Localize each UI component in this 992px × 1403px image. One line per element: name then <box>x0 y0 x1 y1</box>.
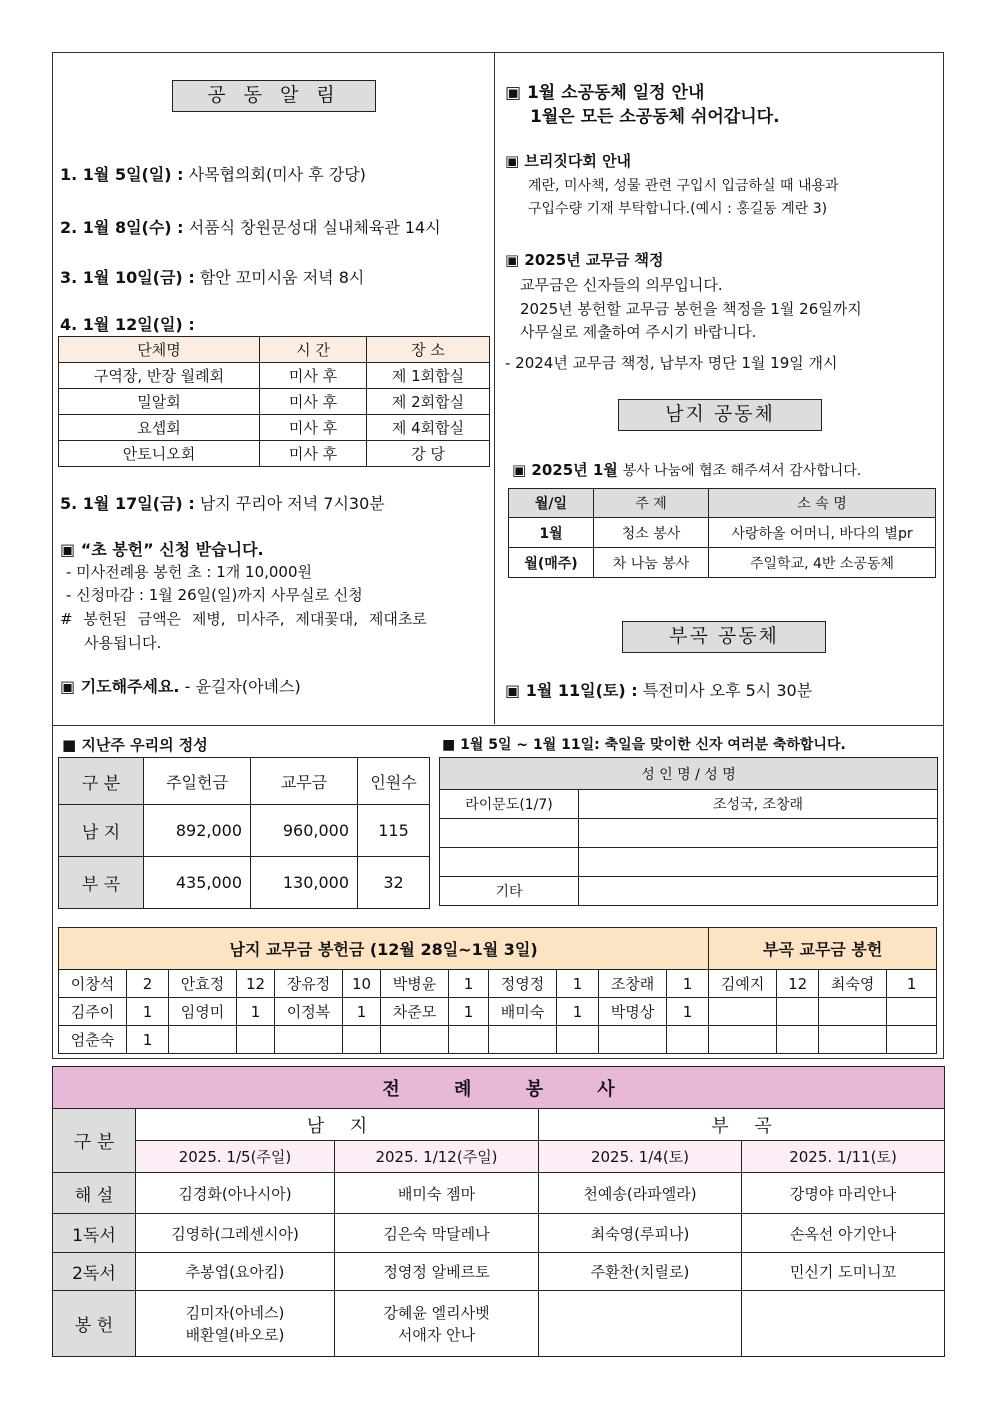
cell: 정영정 알베르토 <box>335 1253 539 1291</box>
thanks-head: ▣ 2025년 1월 <box>512 461 618 479</box>
cell: 추봉엽(요아킴) <box>136 1253 335 1291</box>
cell: 강명야 마리안나 <box>742 1173 945 1214</box>
item-text: 함안 꼬미시움 저녁 8시 <box>199 268 365 287</box>
cell: 김미자(아네스) 배환열(바오로) <box>136 1291 335 1357</box>
donor-name: 최숙영 <box>819 970 887 998</box>
cell: 민신기 도미니꼬 <box>742 1253 945 1291</box>
offering-header: 인원수 <box>358 758 430 805</box>
cell: 안토니오회 <box>59 441 260 467</box>
namji-title: 남지 공동체 <box>618 399 822 431</box>
cell: 435,000 <box>144 857 251 909</box>
feast-table <box>439 757 938 906</box>
donor-name: 배미숙 <box>489 998 557 1026</box>
table-row <box>53 1291 945 1357</box>
meetings-table <box>58 336 490 467</box>
donor-count: 1 <box>557 970 599 998</box>
liturgy-group: 남 지 <box>136 1109 539 1141</box>
cell: 강 당 <box>367 441 490 467</box>
common-item-3 <box>60 265 364 288</box>
liturgy-col-header: 구 분 <box>53 1109 136 1173</box>
donor-count: 1 <box>887 970 937 998</box>
donor-name: 김예지 <box>709 970 777 998</box>
table-row <box>59 363 490 389</box>
table-row <box>53 1214 945 1253</box>
donor-count <box>237 1026 275 1054</box>
offering-header: 교무금 <box>251 758 358 805</box>
donor-count <box>887 998 937 1026</box>
table-row <box>59 389 490 415</box>
bugok-title: 부곡 공동체 <box>622 621 826 653</box>
donor-count: 1 <box>237 998 275 1026</box>
cell <box>579 877 938 906</box>
cell: 130,000 <box>251 857 358 909</box>
common-title: 공 동 알 림 <box>172 80 376 112</box>
candle-line: - 신청마감 : 1월 26일(일)까지 사무실로 신청 <box>66 586 363 604</box>
cell <box>539 1291 742 1357</box>
cell: 구역장, 반장 월례회 <box>59 363 260 389</box>
cell: 미사 후 <box>260 389 367 415</box>
candle-line: - 미사전례용 봉헌 초 : 1개 10,000원 <box>66 563 313 581</box>
table-row <box>440 877 938 906</box>
donor-name: 박병윤 <box>381 970 449 998</box>
cell: 주일학교, 4반 소공동체 <box>709 548 936 578</box>
liturgy-date: 2025. 1/5(주일) <box>136 1141 335 1173</box>
cell: 김경화(아나시아) <box>136 1173 335 1214</box>
cell: 밀알회 <box>59 389 260 415</box>
candle-line: # 봉헌된 금액은 제병, 미사주, 제대꽃대, 제대초로 <box>60 610 427 628</box>
dues-line: 사무실로 제출하여 주시기 바랍니다. <box>520 323 757 341</box>
table-row <box>440 819 938 848</box>
cell <box>440 848 579 877</box>
donor-name: 김주이 <box>59 998 127 1026</box>
cell: 제 1회합실 <box>367 363 490 389</box>
table-row <box>59 970 937 998</box>
meetings-header: 단체명 <box>59 337 260 363</box>
meetings-header: 장 소 <box>367 337 490 363</box>
service-header: 소 속 명 <box>709 489 936 518</box>
liturgy-table <box>52 1066 945 1357</box>
cell: 라이문도(1/7) <box>440 790 579 819</box>
item-head: 4. 1월 12일(일) : <box>60 315 195 334</box>
cell: 32 <box>358 857 430 909</box>
donor-name: 임영미 <box>169 998 237 1026</box>
cell: 손옥선 아기안나 <box>742 1214 945 1253</box>
common-item-4 <box>60 312 195 335</box>
cell: 최숙영(루피나) <box>539 1214 742 1253</box>
item-head: 2. 1월 8일(수) : <box>60 218 184 237</box>
donor-name <box>819 1026 887 1054</box>
bridget-head: ▣ 브리짓다회 안내 <box>505 152 632 170</box>
donor-name: 장유정 <box>275 970 343 998</box>
donors-table <box>58 927 937 1054</box>
candle-head: ▣ “초 봉헌” 신청 받습니다. <box>60 540 264 559</box>
item-text: 남지 꾸리아 저녁 7시30분 <box>199 494 385 513</box>
small-community-text: 1월은 모든 소공동체 쉬어갑니다. <box>530 107 780 127</box>
donor-count <box>887 1026 937 1054</box>
bugok-item <box>505 678 812 701</box>
cell: 1월 <box>509 518 594 548</box>
donor-name: 조창래 <box>599 970 667 998</box>
cell: 김영하(그레센시아) <box>136 1214 335 1253</box>
bugok-head: ▣ 1월 11일(토) : <box>505 681 638 700</box>
donor-count: 1 <box>667 998 709 1026</box>
cell: 남 지 <box>59 805 144 857</box>
donor-count: 1 <box>127 1026 169 1054</box>
cell <box>742 1291 945 1357</box>
common-item-5 <box>60 491 385 514</box>
liturgy-title: 전 례 봉 사 <box>53 1067 945 1109</box>
prayer-text: - 윤길자(아녜스) <box>184 677 301 696</box>
table-row <box>59 441 490 467</box>
cell: 청소 봉사 <box>594 518 709 548</box>
offering-header: 주일헌금 <box>144 758 251 805</box>
table-row <box>509 518 936 548</box>
liturgy-row-label: 1독서 <box>53 1214 136 1253</box>
cell: 월(매주) <box>509 548 594 578</box>
donor-count: 1 <box>127 998 169 1026</box>
cell: 김은숙 막달레나 <box>335 1214 539 1253</box>
offering-header: 구 분 <box>59 758 144 805</box>
cell: 강혜윤 엘리사벳 서애자 안나 <box>335 1291 539 1357</box>
donor-count <box>449 1026 489 1054</box>
cell: 미사 후 <box>260 441 367 467</box>
bridget-line: 구입수량 기재 부탁합니다.(예시 : 홍길동 계란 3) <box>528 201 828 217</box>
service-table <box>508 488 936 578</box>
table-row <box>440 848 938 877</box>
donor-name: 엄춘숙 <box>59 1026 127 1054</box>
donor-name <box>275 1026 343 1054</box>
donor-count: 1 <box>343 998 381 1026</box>
item-head: 5. 1월 17일(금) : <box>60 494 195 513</box>
liturgy-date: 2025. 1/4(토) <box>539 1141 742 1173</box>
candle-line: 사용됩니다. <box>84 634 162 652</box>
donor-name: 차준모 <box>381 998 449 1026</box>
cell: 115 <box>358 805 430 857</box>
donor-count: 1 <box>449 998 489 1026</box>
donors-bugok-title: 부곡 교무금 봉헌 <box>709 928 937 970</box>
cell: 제 4회합실 <box>367 415 490 441</box>
prayer <box>60 674 301 697</box>
cell: 부 곡 <box>59 857 144 909</box>
table-row <box>59 857 430 909</box>
item-text: 사목협의회(미사 후 강당) <box>188 165 366 184</box>
donor-name <box>489 1026 557 1054</box>
liturgy-group: 부 곡 <box>539 1109 945 1141</box>
donor-count <box>777 998 819 1026</box>
donor-name: 박명상 <box>599 998 667 1026</box>
cell <box>579 848 938 877</box>
cell: 미사 후 <box>260 415 367 441</box>
cell: 차 나눔 봉사 <box>594 548 709 578</box>
cell <box>440 819 579 848</box>
service-header: 주 제 <box>594 489 709 518</box>
feast-title: ■ 1월 5일 ~ 1월 11일: 축일을 맞이한 신자 여러분 축하합니다. <box>442 737 846 753</box>
cell: 주환찬(치릴로) <box>539 1253 742 1291</box>
cell: 960,000 <box>251 805 358 857</box>
column-divider <box>494 52 495 724</box>
service-header: 월/일 <box>509 489 594 518</box>
table-row <box>59 805 430 857</box>
cell: 기타 <box>440 877 579 906</box>
common-item-2 <box>60 215 441 238</box>
thanks <box>512 459 861 480</box>
donor-name <box>819 998 887 1026</box>
donor-name: 안효정 <box>169 970 237 998</box>
donor-count: 2 <box>127 970 169 998</box>
liturgy-date: 2025. 1/11(토) <box>742 1141 945 1173</box>
donor-count <box>557 1026 599 1054</box>
donor-count <box>343 1026 381 1054</box>
table-row <box>59 415 490 441</box>
liturgy-row-label: 봉 헌 <box>53 1291 136 1357</box>
donor-name <box>709 998 777 1026</box>
item-head: 3. 1월 10일(금) : <box>60 268 195 287</box>
cell: 조성국, 조창래 <box>579 790 938 819</box>
liturgy-row-label: 2독서 <box>53 1253 136 1291</box>
common-item-1 <box>60 162 366 185</box>
liturgy-date: 2025. 1/12(주일) <box>335 1141 539 1173</box>
thanks-text: 봉사 나눔에 협조 해주셔서 감사합니다. <box>622 463 862 479</box>
donor-name <box>599 1026 667 1054</box>
cell: 892,000 <box>144 805 251 857</box>
table-row <box>440 790 938 819</box>
bridget-line: 계란, 미사책, 성물 관련 구입시 입금하실 때 내용과 <box>528 178 839 194</box>
cell <box>579 819 938 848</box>
offering-title: ■ 지난주 우리의 정성 <box>62 736 208 754</box>
table-row <box>59 1026 937 1054</box>
donor-count: 1 <box>667 970 709 998</box>
donor-name <box>169 1026 237 1054</box>
donor-count: 10 <box>343 970 381 998</box>
cell: 미사 후 <box>260 363 367 389</box>
offering-table <box>58 757 430 909</box>
donor-name: 이정복 <box>275 998 343 1026</box>
table-row <box>59 998 937 1026</box>
dues-line: 교무금은 신자들의 의무입니다. <box>520 276 723 294</box>
dues-line: 2025년 봉헌할 교무금 봉헌을 책정을 1월 26일까지 <box>520 300 862 318</box>
donor-count: 1 <box>449 970 489 998</box>
dues-head: ▣ 2025년 교무금 책정 <box>505 251 664 269</box>
item-text: 서품식 창원문성대 실내체육관 14시 <box>188 218 441 237</box>
cell: 배미숙 젬마 <box>335 1173 539 1214</box>
donor-count <box>667 1026 709 1054</box>
donor-name: 이창석 <box>59 970 127 998</box>
prayer-head: ▣ 기도해주세요. <box>60 677 180 696</box>
cell: 사랑하올 어머니, 바다의 별pr <box>709 518 936 548</box>
donor-name <box>709 1026 777 1054</box>
cell: 제 2회합실 <box>367 389 490 415</box>
cell: 천예송(라파엘라) <box>539 1173 742 1214</box>
donor-name <box>381 1026 449 1054</box>
cell: 요셉회 <box>59 415 260 441</box>
donors-namji-title: 남지 교무금 봉헌금 (12월 28일~1월 3일) <box>59 928 709 970</box>
meetings-header: 시 간 <box>260 337 367 363</box>
bugok-text: 특전미사 오후 5시 30분 <box>642 681 813 700</box>
table-row <box>53 1253 945 1291</box>
donor-count: 1 <box>557 998 599 1026</box>
donor-count: 12 <box>237 970 275 998</box>
small-community-head: ▣ 1월 소공동체 일정 안내 <box>505 83 705 103</box>
table-row <box>53 1173 945 1214</box>
table-row <box>509 548 936 578</box>
liturgy-row-label: 해 설 <box>53 1173 136 1214</box>
donor-count <box>777 1026 819 1054</box>
item-head: 1. 1월 5일(일) : <box>60 165 184 184</box>
donor-name: 정영정 <box>489 970 557 998</box>
feast-header: 성 인 명 / 성 명 <box>440 758 938 790</box>
donor-count: 12 <box>777 970 819 998</box>
dues-line: - 2024년 교무금 책정, 납부자 명단 1월 19일 개시 <box>505 354 838 372</box>
